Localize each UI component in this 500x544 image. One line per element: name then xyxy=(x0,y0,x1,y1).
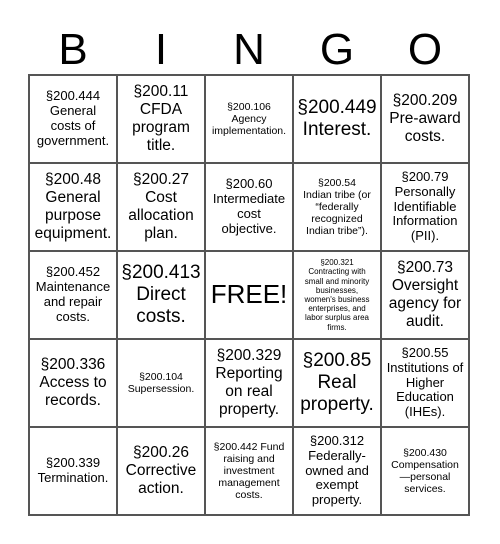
bingo-grid xyxy=(28,74,470,516)
bingo-cell-r5-c4[interactable]: §200.312 Federally- owned and exempt property. xyxy=(293,427,381,515)
bingo-cell-r4-c2[interactable]: §200.104 Supersession. xyxy=(117,339,205,427)
bingo-cell-r4-c3[interactable]: §200.329 Reporting on real property. xyxy=(205,339,293,427)
header-letter-o: O xyxy=(407,25,443,74)
bingo-cell-r1-c1[interactable]: §200.444 General costs of government. xyxy=(29,75,117,163)
header-letter-i: I xyxy=(154,25,168,74)
bingo-header xyxy=(29,25,469,74)
header-letter-g: G xyxy=(319,25,355,74)
bingo-cell-r1-c5[interactable]: §200.209 Pre-award costs. xyxy=(381,75,469,163)
bingo-cell-r5-c5[interactable]: §200.430 Compensation —personal services. xyxy=(381,427,469,515)
bingo-cell-r5-c3[interactable]: §200.442 Fund raising and investment management costs. xyxy=(205,427,293,515)
bingo-cell-r3-c4[interactable]: §200.321 Contracting with small and minority businesses, women's business enterprises, and labor surplus area firms. xyxy=(293,251,381,339)
bingo-cell-r2-c5[interactable]: §200.79 Personally Identifiable Information (PII). xyxy=(381,163,469,251)
bingo-cell-r1-c4[interactable]: §200.449 Interest. xyxy=(293,75,381,163)
bingo-cell-r4-c4[interactable]: §200.85 Real property. xyxy=(293,339,381,427)
bingo-cell-r2-c2[interactable]: §200.27 Cost allocation plan. xyxy=(117,163,205,251)
bingo-cell-r4-c1[interactable]: §200.336 Access to records. xyxy=(29,339,117,427)
bingo-cell-r2-c1[interactable]: §200.48 General purpose equipment. xyxy=(29,163,117,251)
bingo-cell-r3-c1[interactable]: §200.452 Maintenance and repair costs. xyxy=(29,251,117,339)
bingo-cell-r1-c3[interactable]: §200.106 Agency implementation. xyxy=(205,75,293,163)
bingo-cell-r5-c2[interactable]: §200.26 Corrective action. xyxy=(117,427,205,515)
bingo-cell-r4-c5[interactable]: §200.55 Institutions of Higher Education (IHEs). xyxy=(381,339,469,427)
bingo-cell-r5-c1[interactable]: §200.339 Termination. xyxy=(29,427,117,515)
bingo-cell-r3-c5[interactable]: §200.73 Oversight agency for audit. xyxy=(381,251,469,339)
bingo-cell-free[interactable]: FREE! xyxy=(205,251,293,339)
bingo-cell-r2-c3[interactable]: §200.60 Intermediate cost objective. xyxy=(205,163,293,251)
bingo-cell-r2-c4[interactable]: §200.54 Indian tribe (or “federally recognized Indian tribe”). xyxy=(293,163,381,251)
header-letter-b: B xyxy=(58,25,88,74)
header-letter-n: N xyxy=(233,25,265,74)
bingo-cell-r1-c2[interactable]: §200.11 CFDA program title. xyxy=(117,75,205,163)
bingo-cell-r3-c2[interactable]: §200.413 Direct costs. xyxy=(117,251,205,339)
